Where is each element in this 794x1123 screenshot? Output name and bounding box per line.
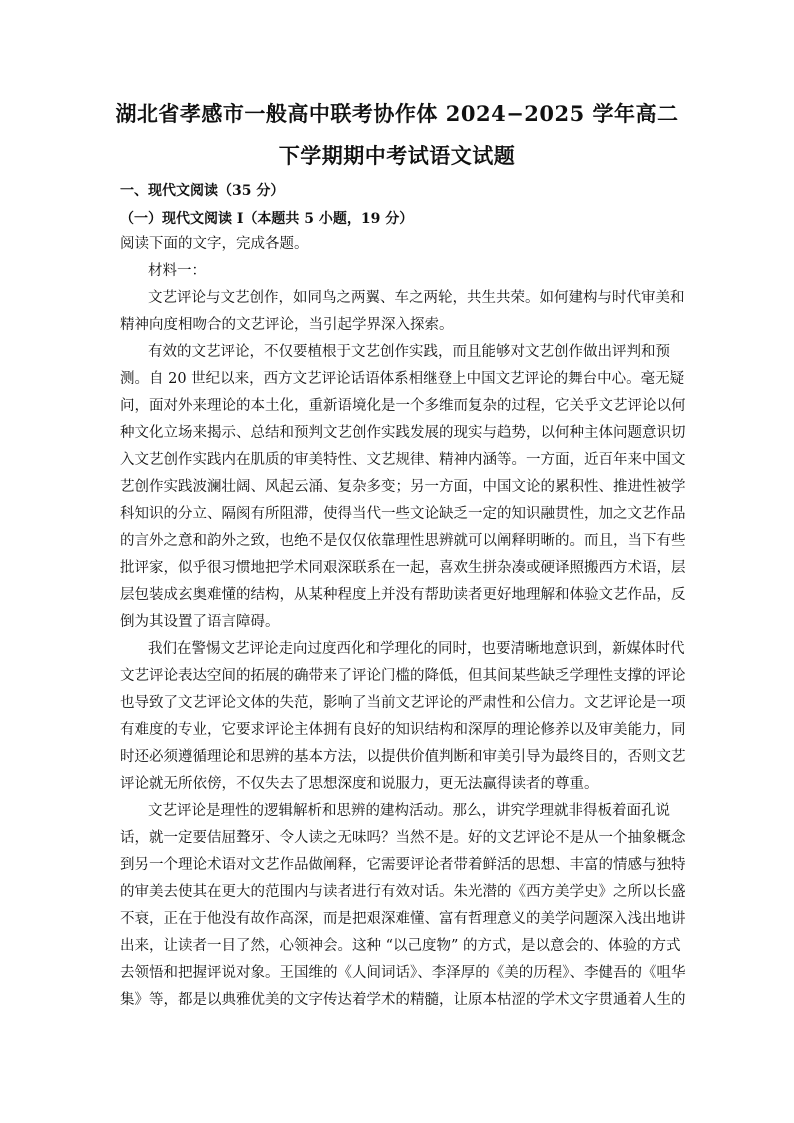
text-line: 倒为其设置了语言障碍。 (120, 614, 280, 630)
text-line: 也导致了文艺评论文体的失范，影响了当前文艺评论的严肃性和公信力。文艺评论是一项 (120, 695, 686, 711)
text-line: 文艺评论是理性的逻辑解析和思辨的建构活动。那么，讲究学理就非得板着面孔说 (148, 803, 670, 819)
text-line: 测。自 20 世纪以来，西方文艺评论话语体系相继登上中国文艺评论的舞台中心。毫无疑 (120, 371, 685, 387)
exam-title-line-2: 下学期期中考试语文试题 (278, 143, 516, 168)
text-line: 精神向度相吻合的文艺评论，当引起学界深入探索。 (120, 317, 454, 333)
text-line: 入文艺创作实践内在肌质的审美特性、文艺规律、精神内涵等。一方面，近百年来中国文 (120, 452, 686, 468)
text-line: 集》等，都是以典雅优美的文字传达着学术的精髓，让原本枯涩的学术文字贯通着人生的 (120, 992, 686, 1008)
text-line: 批评家，似乎很习惯地把学术同艰深联系在一起，喜欢生拼杂凑或硬译照搬西方术语，层 (120, 560, 686, 576)
subsection-heading: （一）现代文阅读 I（本题共 5 小题，19 分） (120, 211, 414, 227)
text-line: 种文化立场来揭示、总结和预判文艺创作实践发展的现实与趋势，以何种主体问题意识切 (120, 425, 686, 441)
instruction-text: 阅读下面的文字，完成各题。 (120, 236, 309, 252)
text-line: 问，面对外来理论的本土化，重新语境化是一个多维而复杂的过程，它关乎文艺评论以何 (120, 398, 686, 414)
section-heading: 一、现代文阅读（35 分） (120, 183, 285, 199)
exam-title-line-1: 湖北省孝感市一般高中联考协作体 2024−2025 学年高二 (115, 101, 679, 126)
text-line: 出来，让读者一目了然，心领神会。这种 “以己度物” 的方式，是以意会的、体验的方式 (120, 938, 681, 954)
text-line: 艺创作实践波澜壮阔、风起云涌、复杂多变；另一方面，中国文论的累积性、推进性被学 (120, 479, 686, 495)
text-line: 有难度的专业，它要求评论主体拥有良好的知识结构和深厚的理论修养以及审美能力，同 (120, 722, 686, 738)
text-line: 的审美去使其在更大的范围内与读者进行有效对话。朱光潜的《西方美学史》之所以长盛 (120, 884, 686, 900)
text-line: 科知识的分立、隔阂有所阻滞，使得当代一些文论缺乏一定的知识融贯性，加之文艺作品 (120, 506, 686, 522)
text-line: 层包装成玄奥难懂的结构，从某种程度上并没有帮助读者更好地理解和体验文艺作品，反 (120, 587, 686, 603)
text-line: 的言外之意和韵外之致，也绝不是仅仅依靠理性思辨就可以阐释明晰的。而且，当下有些 (120, 533, 686, 549)
text-line: 文艺评论与文艺创作，如同鸟之两翼、车之两轮，共生共荣。如何建构与时代审美和 (148, 290, 685, 306)
text-line: 文艺评论表达空间的拓展的确带来了评论门槛的降低，但其间某些缺乏学理性支撑的评论 (120, 668, 686, 684)
text-line: 有效的文艺评论，不仅要植根于文艺创作实践，而且能够对文艺创作做出评判和预 (148, 344, 670, 360)
material-label: 材料一： (148, 263, 206, 279)
text-line: 话，就一定要佶屈聱牙、令人读之无味吗？当然不是。好的文艺评论不是从一个抽象概念 (120, 830, 686, 846)
text-line: 评论就无所依傍，不仅失去了思想深度和说服力，更无法赢得读者的尊重。 (120, 776, 599, 792)
text-line: 到另一个理论术语对文艺作品做阐释，它需要评论者带着鲜活的思想、丰富的情感与独特 (120, 857, 686, 873)
text-line: 不衰，正在于他没有故作高深，而是把艰深难懂、富有哲理意义的美学问题深入浅出地讲 (120, 911, 686, 927)
text-line: 时还必须遵循理论和思辨的基本方法，以提供价值判断和审美引导为最终目的，否则文艺 (120, 749, 686, 765)
text-line: 去领悟和把握评说对象。王国维的《人间词话》、李泽厚的《美的历程》、李健吾的《咀华 (120, 965, 686, 981)
text-line: 我们在警惕文艺评论走向过度西化和学理化的同时，也要清晰地意识到，新媒体时代 (148, 641, 685, 657)
